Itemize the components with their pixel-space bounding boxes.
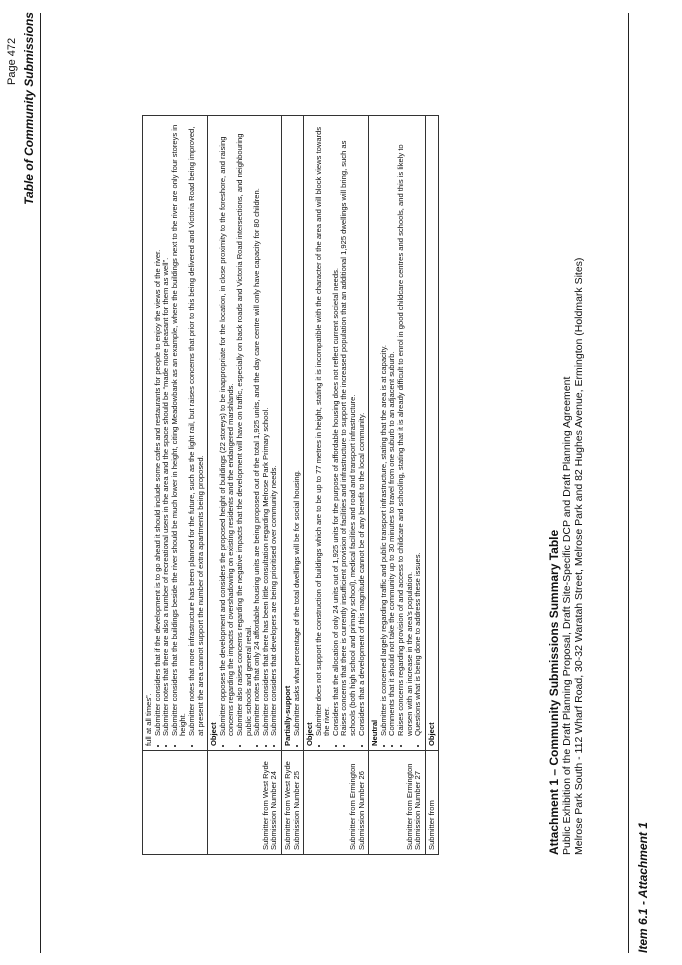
attachment-subtitle: Public Exhibition of the Draft Planning Proposal, Draft Site-Specific DCP and Draft Planning Agreement bbox=[561, 376, 573, 855]
list-item: • Submitter notes that there are also a number of recreational users in the area and the space should be “made more pleasant for them as well”. bbox=[162, 120, 171, 736]
stance-label: Object bbox=[305, 722, 315, 746]
submitter-cell: Submitter from West Ryde Submission Number 24 bbox=[208, 751, 282, 855]
submitter-cell: Submitter from West Ryde Submission Number 25 bbox=[281, 751, 303, 855]
list-item: • Submitter considers that there has been little consultation regarding Melrose Park Primary school. bbox=[262, 120, 271, 736]
submission-summary-cell bbox=[208, 116, 282, 751]
submitter-cell bbox=[143, 751, 208, 855]
list-item: • Submitter also raises concerns regarding the negative impacts that the development will have on traffic, especially on back roads and Victoria Road intersections, and neighbouring public schools and general retail. bbox=[236, 120, 253, 736]
summary-points bbox=[219, 120, 279, 746]
continued-text: full at all times”. bbox=[144, 693, 153, 746]
stance-label: Object bbox=[209, 722, 219, 746]
stance-label: Neutral bbox=[370, 719, 380, 746]
list-item: • Submitter considers that the buildings beside the river should be much lower in height, citing Meadowbank as an example, where the buildings next to the river are only four storeys in height. bbox=[171, 120, 188, 736]
sites-line: Melrose Park South - 112 Wharf Road, 30-32 Waratah Street, Melrose Park and 82 Hughes Avenue, Ermington (Holdmark Sites) bbox=[573, 257, 585, 855]
list-item: • Submitter opposes the development and considers the proposed height of buildings (22 storeys) to be inappropriate for the location, in close proximity to the foreshore, and raising concerns regarding the impacts of overshadowing on existing residents and the endangered marshlands. bbox=[219, 120, 236, 736]
stance-label: Partially-support bbox=[282, 685, 292, 746]
item-header: Item 6.1 - Attachment 1 bbox=[636, 822, 650, 953]
submitter-cell: Submitter from Ermington Submission Number 26 bbox=[304, 751, 369, 855]
title-block bbox=[548, 95, 585, 855]
submission-summary-cell bbox=[281, 116, 303, 751]
list-item: • Considers that a development of this magnitude cannot be of any benefit to the local community. bbox=[358, 120, 367, 736]
header-rule bbox=[40, 13, 41, 953]
attachment-title: Attachment 1 – Community Submissions Summary Table bbox=[547, 529, 561, 855]
summary-points bbox=[380, 120, 423, 746]
section-header: Table of Community Submissions bbox=[22, 12, 36, 205]
submission-summary-cell bbox=[143, 116, 208, 751]
list-item: • Submitter considers that developers are being prioritised over community needs. bbox=[270, 120, 279, 736]
submission-summary-cell bbox=[304, 116, 369, 751]
list-item: • Submitter notes that only 24 affordable housing units are being proposed out of the total 1,925 units, and the day care centre will only have capacity for 80 children. bbox=[253, 120, 262, 736]
list-item: • Submitter does not support the construction of buildings which are to be up to 77 metres in height, stating it is incompatible with the character of the area and will block views towards the river. bbox=[315, 120, 332, 736]
list-item: • Considers that the allocation of only 24 units out of 1,925 units for the purpose of affordable housing does not reflect current societal needs. bbox=[332, 120, 341, 736]
list-item: • Submitter considers that if the development is to go ahead it should include some cafes and restaurants for people to enjoy the views of the river. bbox=[154, 120, 163, 736]
summary-points bbox=[293, 120, 302, 746]
list-item: • Submitter notes that more infrastructure has been planned for the future, such as the light rail, but raises concerns that prior to this being delivered and Victoria Road being improved, at present the area cannot support the number of extra apartments being proposed. bbox=[188, 120, 205, 736]
list-item: • Submitter is concerned largely regarding traffic and public transport infrastructure, stating that the area is at capacity. bbox=[380, 120, 389, 736]
summary-points bbox=[315, 120, 367, 746]
page-number: Page 472 bbox=[6, 37, 18, 85]
stance-label: Object bbox=[426, 722, 436, 746]
table-row bbox=[143, 116, 208, 855]
list-item: • Raises concerns regarding provision of and access to childcare and schooling, stating that it is already difficult to enrol in good childcare centres and schools, and this is likely to worsen with an increase in the area’s population. bbox=[397, 120, 414, 736]
table-row bbox=[304, 116, 369, 855]
list-item: • Questions what is being done to address these issues. bbox=[414, 120, 423, 736]
submitter-cell: Submitter from bbox=[425, 751, 439, 855]
table-row bbox=[208, 116, 282, 855]
list-item: • Raises concerns that there is currently insufficient provision of facilities and infrastructure to support the increased population that an additional 1,925 dwellings will bring, such as schools (both high school and primary school), medical facilities and road and transport infrastructure. bbox=[340, 120, 357, 736]
list-item: • Comments that it should not take the community up to 30 minutes to travel from one suburb to an adjacent suburb. bbox=[388, 120, 397, 736]
footer-rule bbox=[628, 13, 629, 953]
summary-points bbox=[154, 120, 206, 746]
list-item: • Submitter asks what percentage of the total dwellings will be for social housing. bbox=[293, 120, 302, 736]
table-row bbox=[369, 116, 426, 855]
table-row bbox=[425, 116, 439, 855]
submission-summary-cell bbox=[369, 116, 426, 751]
submitter-cell: Submitter from Ermington Submission Number 27 bbox=[369, 751, 426, 855]
submission-summary-cell bbox=[425, 116, 439, 751]
table-row bbox=[281, 116, 303, 855]
submissions-table bbox=[142, 115, 439, 855]
